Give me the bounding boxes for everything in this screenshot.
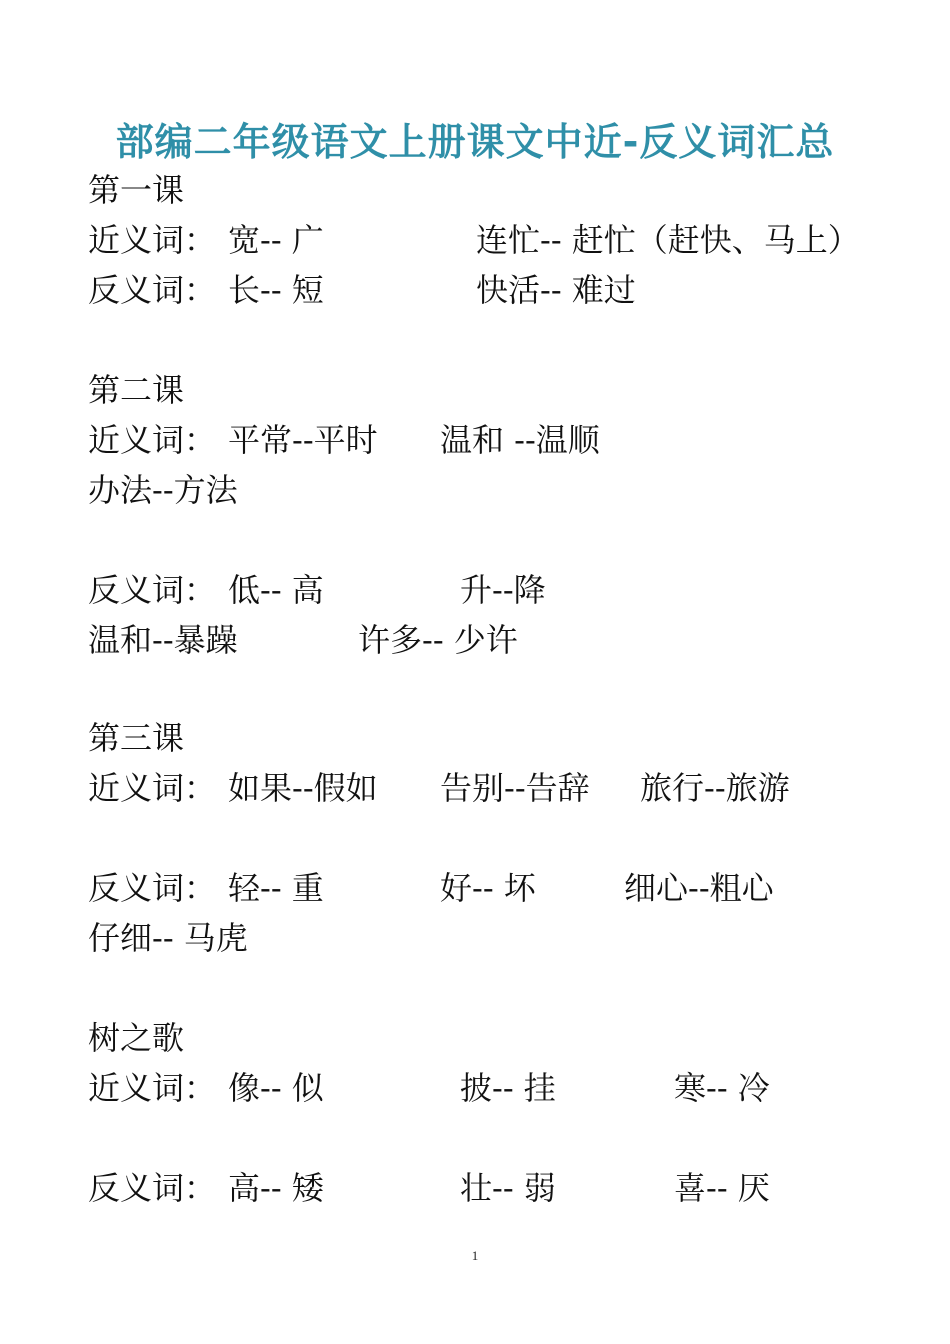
word-pair: 轻-- 重 — [228, 869, 324, 907]
word-pair: 温和--暴躁 — [88, 621, 238, 659]
word-pair: 办法--方法 — [88, 471, 238, 509]
word-pair: 壮-- 弱 — [460, 1169, 556, 1207]
synonym-label: 近义词： — [88, 221, 217, 259]
word-pair: 如果--假如 — [228, 769, 378, 807]
word-pair: 升--降 — [460, 571, 546, 609]
word-pair: 平常--平时 — [228, 421, 378, 459]
synonym-label: 近义词： — [88, 1069, 217, 1107]
word-pair: 长-- 短 — [228, 271, 324, 309]
word-pair: 披-- 挂 — [460, 1069, 556, 1107]
antonym-label: 反义词： — [88, 1169, 217, 1207]
word-pair: 温和 --温顺 — [440, 421, 600, 459]
word-pair: 连忙-- 赶忙（赶快、马上） — [476, 221, 860, 259]
document-title: 部编二年级语文上册课文中近-反义词汇总 — [115, 120, 835, 164]
antonym-label: 反义词： — [88, 869, 217, 907]
word-pair: 像-- 似 — [228, 1069, 324, 1107]
word-pair: 寒-- 冷 — [674, 1069, 770, 1107]
word-pair: 旅行--旅游 — [640, 769, 790, 807]
page-number: 1 — [471, 1248, 479, 1263]
word-pair: 好-- 坏 — [440, 869, 536, 907]
word-pair: 告别--告辞 — [440, 769, 590, 807]
word-pair: 许多-- 少许 — [358, 621, 518, 659]
synonym-label: 近义词： — [88, 421, 217, 459]
word-pair: 仔细-- 马虎 — [88, 919, 248, 957]
word-pair: 宽-- 广 — [228, 221, 324, 259]
word-pair: 喜-- 厌 — [674, 1169, 770, 1207]
word-pair: 细心--粗心 — [624, 869, 774, 907]
word-pair: 低-- 高 — [228, 571, 324, 609]
synonym-label: 近义词： — [88, 769, 217, 807]
antonym-label: 反义词： — [88, 571, 217, 609]
word-pair: 快活-- 难过 — [476, 271, 636, 309]
antonym-label: 反义词： — [88, 271, 217, 309]
word-pair: 高-- 矮 — [228, 1169, 324, 1207]
